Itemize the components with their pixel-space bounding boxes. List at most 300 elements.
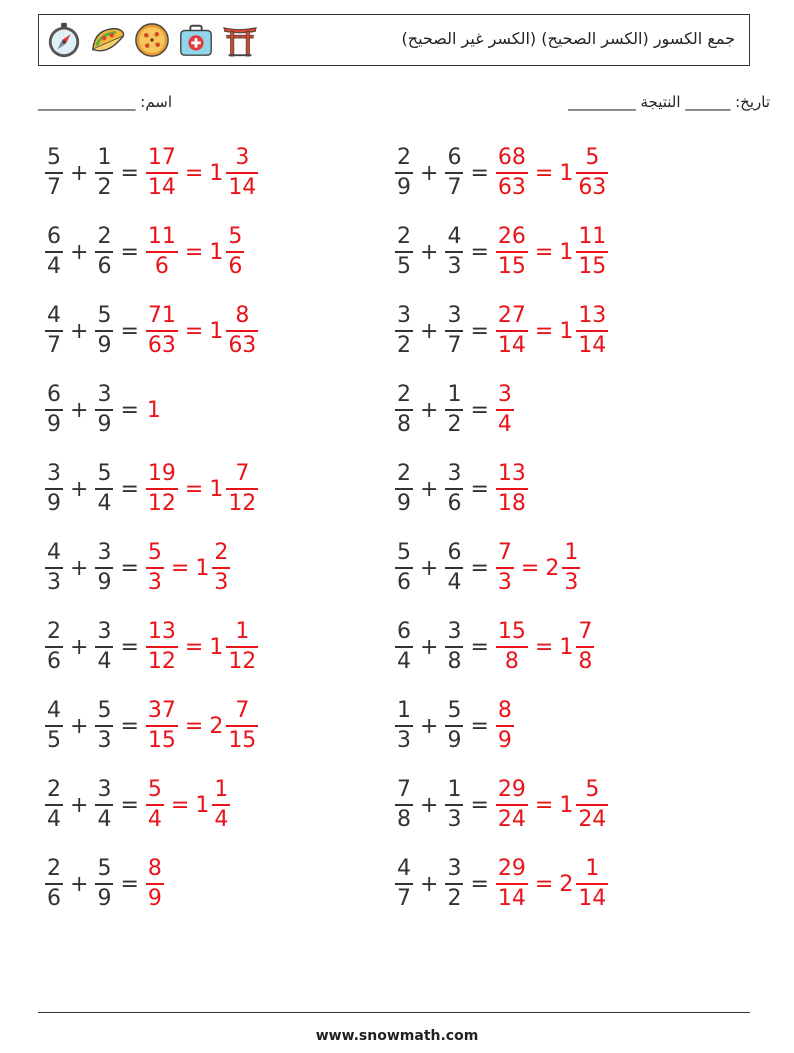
equals-sign: = — [184, 239, 204, 265]
addend-fraction — [395, 463, 413, 515]
answer-fraction — [496, 779, 528, 831]
equals-sign: = — [184, 318, 204, 344]
addend-fraction — [95, 305, 113, 357]
problem-item — [44, 695, 259, 757]
addend-fraction-numerator: 5 — [47, 145, 61, 171]
addend-fraction-numerator: 5 — [97, 303, 112, 329]
addend-fraction-denominator: 7 — [447, 332, 462, 358]
addend-fraction-denominator: 4 — [397, 648, 411, 674]
equals-sign: = — [470, 160, 489, 186]
addend-fraction-denominator: 4 — [47, 806, 61, 832]
answer-fraction-denominator: 12 — [147, 490, 176, 516]
addend-fraction-numerator: 6 — [47, 224, 61, 250]
addend-fraction-denominator: 7 — [397, 885, 411, 911]
torii-gate-icon — [221, 21, 259, 59]
addend-fraction-denominator: 9 — [97, 411, 112, 437]
mixed-fraction-part — [212, 542, 230, 594]
mixed-fraction-part-numerator: 5 — [228, 224, 243, 250]
answer-fraction-numerator: 29 — [497, 856, 526, 882]
mixed-fraction-part-denominator: 63 — [578, 174, 607, 200]
addend-fraction-numerator: 2 — [47, 619, 61, 645]
answer-fraction — [146, 463, 178, 515]
mixed-fraction-part-numerator: 1 — [564, 540, 579, 566]
addend-fraction-denominator: 7 — [447, 174, 462, 200]
problem-item — [44, 458, 259, 520]
addend-fraction-numerator: 1 — [97, 145, 112, 171]
answer-fraction-numerator: 3 — [497, 382, 512, 408]
equals-sign: = — [120, 476, 139, 502]
mixed-fraction-part-numerator: 7 — [578, 619, 593, 645]
mixed-whole-part: 1 — [195, 555, 210, 581]
equals-sign: = — [534, 792, 554, 818]
mixed-fraction-part — [226, 305, 258, 357]
mixed-fraction-part-denominator: 24 — [578, 806, 607, 832]
answer-fraction — [496, 226, 528, 278]
addend-fraction-numerator: 3 — [447, 303, 462, 329]
equals-sign: = — [470, 476, 489, 502]
addend-fraction-numerator: 2 — [397, 224, 411, 250]
equals-sign: = — [534, 239, 554, 265]
addend-fraction-denominator: 5 — [397, 253, 411, 279]
addend-fraction-denominator: 3 — [447, 253, 462, 279]
addend-fraction-numerator: 5 — [97, 461, 112, 487]
addend-fraction-numerator: 4 — [397, 856, 411, 882]
equals-sign: = — [470, 713, 489, 739]
equals-sign: = — [120, 160, 139, 186]
answer-fraction-numerator: 7 — [497, 540, 512, 566]
answer-fraction-numerator: 5 — [147, 540, 162, 566]
problem-item — [394, 379, 515, 441]
addend-fraction-numerator: 3 — [447, 856, 462, 882]
addend-fraction — [395, 542, 413, 594]
problem-item — [394, 695, 515, 757]
result-field: النتيجة _________ — [568, 93, 681, 111]
problem-item — [394, 853, 609, 915]
addend-fraction-denominator: 9 — [97, 332, 112, 358]
mixed-fraction-part-numerator: 1 — [214, 777, 229, 803]
addend-fraction — [45, 305, 63, 357]
addend-fraction-denominator: 8 — [397, 411, 411, 437]
answer-fraction-denominator: 8 — [504, 648, 519, 674]
addend-fraction — [95, 384, 113, 436]
equals-sign: = — [120, 397, 139, 423]
problem-item — [44, 221, 245, 283]
addend-fraction-numerator: 3 — [97, 540, 112, 566]
equals-sign: = — [534, 318, 554, 344]
addend-fraction-numerator: 3 — [97, 619, 112, 645]
mixed-whole-part: 1 — [559, 239, 574, 265]
addend-fraction-denominator: 3 — [447, 806, 462, 832]
worksheet-title: جمع الكسور (الكسر الصحيح) (الكسر غير الصحيح) — [401, 29, 735, 48]
mixed-fraction-part-numerator: 7 — [235, 698, 250, 724]
addend-fraction — [45, 463, 63, 515]
addend-fraction — [395, 700, 413, 752]
addend-fraction — [95, 858, 113, 910]
addend-fraction-numerator: 2 — [47, 777, 61, 803]
addend-fraction-denominator: 7 — [47, 332, 61, 358]
worksheet-header — [38, 14, 750, 66]
mixed-fraction-part-numerator: 5 — [585, 777, 600, 803]
equals-sign: = — [470, 871, 489, 897]
answer-fraction-denominator: 24 — [497, 806, 526, 832]
answer-fraction — [146, 226, 178, 278]
mixed-fraction-part-numerator: 5 — [585, 145, 600, 171]
answer-fraction-numerator: 13 — [497, 461, 526, 487]
equals-sign: = — [520, 555, 540, 581]
addend-fraction-numerator: 2 — [97, 224, 112, 250]
problem-item — [394, 300, 609, 362]
equals-sign: = — [120, 634, 139, 660]
plus-sign: + — [420, 476, 439, 502]
mixed-fraction-part-numerator: 2 — [214, 540, 229, 566]
addend-fraction — [395, 621, 413, 673]
equals-sign: = — [184, 634, 204, 660]
addend-fraction — [395, 779, 413, 831]
mixed-fraction-part-denominator: 12 — [228, 648, 257, 674]
equals-sign: = — [470, 792, 489, 818]
answer-fraction-denominator: 9 — [497, 727, 512, 753]
addend-fraction-denominator: 2 — [447, 411, 462, 437]
answer-fraction-denominator: 14 — [147, 174, 176, 200]
mixed-fraction-part-denominator: 15 — [228, 727, 257, 753]
addend-fraction-numerator: 3 — [397, 303, 411, 329]
mixed-fraction-part-denominator: 4 — [214, 806, 229, 832]
mixed-fraction-part-denominator: 3 — [214, 569, 229, 595]
plus-sign: + — [70, 397, 89, 423]
addend-fraction — [445, 779, 463, 831]
addend-fraction — [45, 542, 63, 594]
addend-fraction-numerator: 4 — [447, 224, 462, 250]
answer-fraction-denominator: 12 — [147, 648, 176, 674]
date-result-fields — [568, 93, 770, 111]
equals-sign: = — [170, 555, 190, 581]
addend-fraction — [395, 226, 413, 278]
addend-fraction-denominator: 4 — [47, 253, 61, 279]
equals-sign: = — [470, 397, 489, 423]
equals-sign: = — [534, 634, 554, 660]
problem-item — [44, 537, 231, 599]
addend-fraction — [45, 621, 63, 673]
addend-fraction-numerator: 3 — [447, 461, 462, 487]
addend-fraction-denominator: 6 — [97, 253, 112, 279]
equals-sign: = — [120, 713, 139, 739]
addend-fraction — [45, 700, 63, 752]
answer-fraction-numerator: 15 — [497, 619, 526, 645]
date-field: تاريخ: ______ — [685, 93, 770, 111]
addend-fraction-denominator: 6 — [447, 490, 462, 516]
addend-fraction — [45, 147, 63, 199]
plus-sign: + — [70, 239, 89, 265]
answer-fraction-numerator: 8 — [497, 698, 512, 724]
plus-sign: + — [420, 871, 439, 897]
answer-fraction-numerator: 26 — [497, 224, 526, 250]
addend-fraction-numerator: 5 — [447, 698, 462, 724]
problem-item — [44, 300, 259, 362]
equals-sign: = — [120, 871, 139, 897]
equals-sign: = — [470, 318, 489, 344]
answer-fraction — [496, 463, 528, 515]
mixed-whole-part: 2 — [209, 713, 224, 739]
mixed-fraction-part-numerator: 1 — [235, 619, 250, 645]
addend-fraction-denominator: 6 — [397, 569, 411, 595]
mixed-fraction-part-denominator: 14 — [228, 174, 257, 200]
mixed-fraction-part — [562, 542, 580, 594]
answer-fraction-denominator: 14 — [497, 885, 526, 911]
mixed-fraction-part — [226, 147, 258, 199]
addend-fraction-denominator: 4 — [97, 806, 112, 832]
answer-fraction-numerator: 27 — [497, 303, 526, 329]
mixed-fraction-part-denominator: 14 — [578, 332, 607, 358]
addend-fraction — [45, 384, 63, 436]
equals-sign: = — [470, 555, 489, 581]
answer-fraction-numerator: 5 — [147, 777, 162, 803]
mixed-fraction-part-denominator: 14 — [578, 885, 607, 911]
mixed-whole-part: 2 — [545, 555, 560, 581]
addend-fraction-denominator: 9 — [97, 569, 112, 595]
answer-fraction-numerator: 11 — [147, 224, 176, 250]
addend-fraction-denominator: 3 — [97, 727, 112, 753]
addend-fraction-denominator: 9 — [397, 174, 411, 200]
mixed-fraction-part — [576, 305, 608, 357]
plus-sign: + — [420, 634, 439, 660]
addend-fraction-denominator: 6 — [47, 885, 61, 911]
addend-fraction-numerator: 4 — [47, 540, 61, 566]
addend-fraction-denominator: 4 — [97, 648, 112, 674]
mixed-fraction-part — [576, 147, 608, 199]
mixed-fraction-part-denominator: 8 — [578, 648, 593, 674]
answer-fraction-denominator: 4 — [147, 806, 162, 832]
pizza-icon — [133, 21, 171, 59]
addend-fraction-denominator: 8 — [397, 806, 411, 832]
plus-sign: + — [70, 713, 89, 739]
header-icons — [45, 21, 259, 59]
addend-fraction — [445, 463, 463, 515]
mixed-fraction-part — [226, 463, 258, 515]
answer-fraction-denominator: 3 — [147, 569, 162, 595]
addend-fraction — [45, 779, 63, 831]
answer-fraction — [496, 858, 528, 910]
answer-fraction-denominator: 15 — [147, 727, 176, 753]
equals-sign: = — [120, 792, 139, 818]
addend-fraction-numerator: 5 — [397, 540, 411, 566]
addend-fraction — [395, 147, 413, 199]
answer-fraction-denominator: 3 — [497, 569, 512, 595]
addend-fraction — [445, 384, 463, 436]
answer-fraction-numerator: 19 — [147, 461, 176, 487]
problem-item — [394, 458, 529, 520]
answer-fraction — [146, 779, 164, 831]
first-aid-kit-icon — [177, 21, 215, 59]
addend-fraction-denominator: 8 — [447, 648, 462, 674]
answer-fraction — [496, 147, 528, 199]
mixed-fraction-part-numerator: 13 — [578, 303, 607, 329]
name-field: اسم: _____________ — [38, 93, 173, 111]
addend-fraction-numerator: 4 — [47, 303, 61, 329]
answer-fraction-denominator: 63 — [497, 174, 526, 200]
equals-sign: = — [534, 871, 554, 897]
addend-fraction-denominator: 9 — [47, 411, 61, 437]
addend-fraction — [445, 305, 463, 357]
answer-fraction — [146, 305, 178, 357]
addend-fraction — [445, 542, 463, 594]
mixed-whole-part: 1 — [209, 318, 224, 344]
addend-fraction-numerator: 1 — [447, 382, 462, 408]
mixed-fraction-part — [576, 858, 608, 910]
addend-fraction — [45, 858, 63, 910]
addend-fraction-denominator: 9 — [397, 490, 411, 516]
mixed-fraction-part — [576, 621, 594, 673]
addend-fraction — [445, 858, 463, 910]
equals-sign: = — [120, 239, 139, 265]
mixed-fraction-part — [212, 779, 230, 831]
problem-item — [44, 616, 259, 678]
addend-fraction — [45, 226, 63, 278]
plus-sign: + — [70, 871, 89, 897]
addend-fraction-numerator: 1 — [397, 698, 411, 724]
plus-sign: + — [70, 634, 89, 660]
equals-sign: = — [184, 476, 204, 502]
addend-fraction-numerator: 4 — [47, 698, 61, 724]
answer-fraction-numerator: 29 — [497, 777, 526, 803]
addend-fraction — [445, 226, 463, 278]
addend-fraction-denominator: 9 — [447, 727, 462, 753]
addend-fraction — [95, 700, 113, 752]
addend-fraction — [95, 621, 113, 673]
addend-fraction-denominator: 4 — [447, 569, 462, 595]
addend-fraction-denominator: 2 — [447, 885, 462, 911]
mixed-fraction-part — [226, 226, 244, 278]
addend-fraction-numerator: 2 — [397, 145, 411, 171]
mixed-fraction-part — [576, 226, 608, 278]
answer-fraction-denominator: 15 — [497, 253, 526, 279]
mixed-fraction-part-denominator: 15 — [578, 253, 607, 279]
equals-sign: = — [170, 792, 190, 818]
answer-fraction-denominator: 4 — [497, 411, 512, 437]
addend-fraction-denominator: 2 — [397, 332, 411, 358]
mixed-fraction-part — [576, 779, 608, 831]
mixed-whole-part: 1 — [209, 476, 224, 502]
mixed-fraction-part-denominator: 63 — [228, 332, 257, 358]
addend-fraction-denominator: 4 — [97, 490, 112, 516]
addend-fraction-denominator: 2 — [97, 174, 112, 200]
mixed-fraction-part-numerator: 3 — [235, 145, 250, 171]
mixed-whole-part: 1 — [195, 792, 210, 818]
answer-fraction — [146, 700, 178, 752]
addend-fraction-numerator: 6 — [47, 382, 61, 408]
mixed-fraction-part — [226, 700, 258, 752]
answer-fraction-numerator: 17 — [147, 145, 176, 171]
addend-fraction — [445, 621, 463, 673]
mixed-fraction-part-numerator: 8 — [235, 303, 250, 329]
answer-fraction-denominator: 63 — [147, 332, 176, 358]
equals-sign: = — [184, 160, 204, 186]
answer-fraction — [496, 305, 528, 357]
addend-fraction-denominator: 9 — [97, 885, 112, 911]
mixed-fraction-part-denominator: 6 — [228, 253, 243, 279]
equals-sign: = — [470, 239, 489, 265]
plus-sign: + — [70, 555, 89, 581]
addend-fraction-numerator: 6 — [447, 540, 462, 566]
addend-fraction-numerator: 6 — [397, 619, 411, 645]
answer-fraction — [146, 147, 178, 199]
addend-fraction — [95, 147, 113, 199]
answer-fraction-denominator: 18 — [497, 490, 526, 516]
problem-item — [394, 537, 581, 599]
plus-sign: + — [70, 318, 89, 344]
compass-icon — [45, 21, 83, 59]
mixed-fraction-part-denominator: 3 — [564, 569, 579, 595]
equals-sign: = — [120, 318, 139, 344]
plus-sign: + — [420, 160, 439, 186]
problem-item — [394, 774, 609, 836]
mixed-fraction-part-denominator: 12 — [228, 490, 257, 516]
mixed-fraction-part-numerator: 11 — [578, 224, 607, 250]
plus-sign: + — [420, 397, 439, 423]
plus-sign: + — [70, 792, 89, 818]
addend-fraction-numerator: 2 — [397, 382, 411, 408]
addend-fraction-denominator: 9 — [47, 490, 61, 516]
addend-fraction-numerator: 3 — [97, 777, 112, 803]
answer-fraction — [146, 621, 178, 673]
addend-fraction-numerator: 7 — [397, 777, 411, 803]
equals-sign: = — [184, 713, 204, 739]
addend-fraction — [395, 858, 413, 910]
plus-sign: + — [420, 318, 439, 344]
problem-item — [394, 616, 595, 678]
plus-sign: + — [420, 792, 439, 818]
mixed-whole-part: 1 — [559, 792, 574, 818]
answer-fraction-numerator: 13 — [147, 619, 176, 645]
addend-fraction — [395, 384, 413, 436]
mixed-fraction-part — [226, 621, 258, 673]
answer-fraction — [496, 542, 514, 594]
equals-sign: = — [534, 160, 554, 186]
problem-item — [394, 142, 609, 204]
addend-fraction-denominator: 7 — [47, 174, 61, 200]
problem-item — [44, 142, 259, 204]
plus-sign: + — [420, 713, 439, 739]
answer-fraction — [496, 384, 514, 436]
problem-item — [394, 221, 609, 283]
answer-fraction-denominator: 14 — [497, 332, 526, 358]
taco-icon — [89, 21, 127, 59]
footer-url: www.snowmath.com — [315, 1028, 479, 1044]
addend-fraction-numerator: 3 — [47, 461, 61, 487]
mixed-whole-part: 1 — [209, 239, 224, 265]
addend-fraction — [95, 779, 113, 831]
mixed-whole-part: 1 — [559, 160, 574, 186]
equals-sign: = — [120, 555, 139, 581]
mixed-whole-part: 2 — [559, 871, 574, 897]
addend-fraction-numerator: 3 — [447, 619, 462, 645]
answer-fraction — [496, 621, 528, 673]
addend-fraction — [445, 147, 463, 199]
answer-fraction-denominator: 9 — [147, 885, 162, 911]
problem-item — [44, 853, 165, 915]
answer-fraction-denominator: 6 — [154, 253, 169, 279]
mixed-whole-part: 1 — [209, 634, 224, 660]
addend-fraction — [95, 542, 113, 594]
addend-fraction-numerator: 5 — [97, 856, 112, 882]
addend-fraction-numerator: 2 — [397, 461, 411, 487]
problem-item — [44, 774, 231, 836]
answer-fraction — [146, 858, 164, 910]
answer-fraction-numerator: 8 — [147, 856, 162, 882]
mixed-whole-part: 1 — [209, 160, 224, 186]
answer-fraction — [146, 542, 164, 594]
addend-fraction-denominator: 3 — [397, 727, 411, 753]
addend-fraction-numerator: 5 — [97, 698, 112, 724]
